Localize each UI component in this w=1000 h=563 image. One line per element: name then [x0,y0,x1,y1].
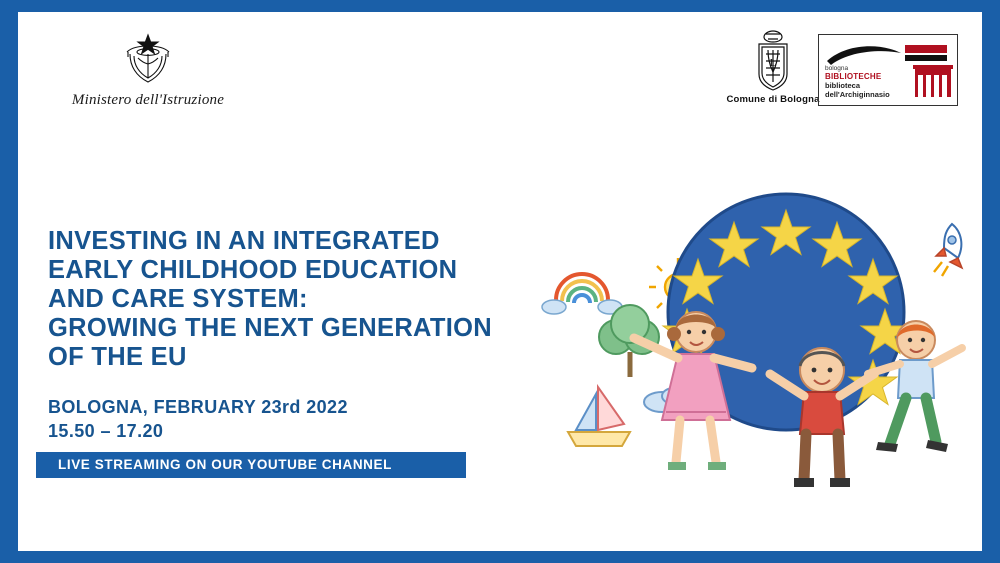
ministry-logo [38,30,258,109]
library-line3: biblioteca dell'Archiginnasio [825,81,890,99]
children-drawing-eu-flag-illustration [538,162,982,492]
comune-label: Comune di Bologna [726,94,820,105]
live-streaming-banner: LIVE STREAMING ON OUR YOUTUBE CHANNEL [36,452,466,478]
rocket-icon [934,224,962,276]
event-time: 15.50 – 17.20 [48,421,164,441]
library-line2: BIBLIOTECHE [825,72,882,81]
library-logo [818,34,958,106]
svg-text:L: L [769,57,777,69]
title-line-3: AND CARE SYSTEM: [48,285,308,313]
ministry-label: Ministero dell'Istruzione [71,92,225,108]
title-line-4: GROWING THE NEXT GENERATION [48,314,492,342]
slide-canvas [18,12,982,551]
italian-republic-emblem-icon [121,30,175,88]
title-line-1: INVESTING IN AN INTEGRATED [48,227,440,255]
library-line1: bologna [825,65,849,72]
sailboat-icon [568,387,630,446]
library-label-block [825,65,915,99]
event-details [48,395,568,443]
title-line-2: EARLY CHILDHOOD EDUCATION [48,256,458,284]
comune-logo [718,28,828,105]
title-line-5: OF THE EU [48,343,187,371]
bologna-city-crest-icon [745,28,801,92]
rainbow-icon [542,274,622,314]
page-title [48,227,568,372]
header-logos [18,12,982,152]
event-place-date: BOLOGNA, FEBRUARY 23rd 2022 [48,397,348,417]
